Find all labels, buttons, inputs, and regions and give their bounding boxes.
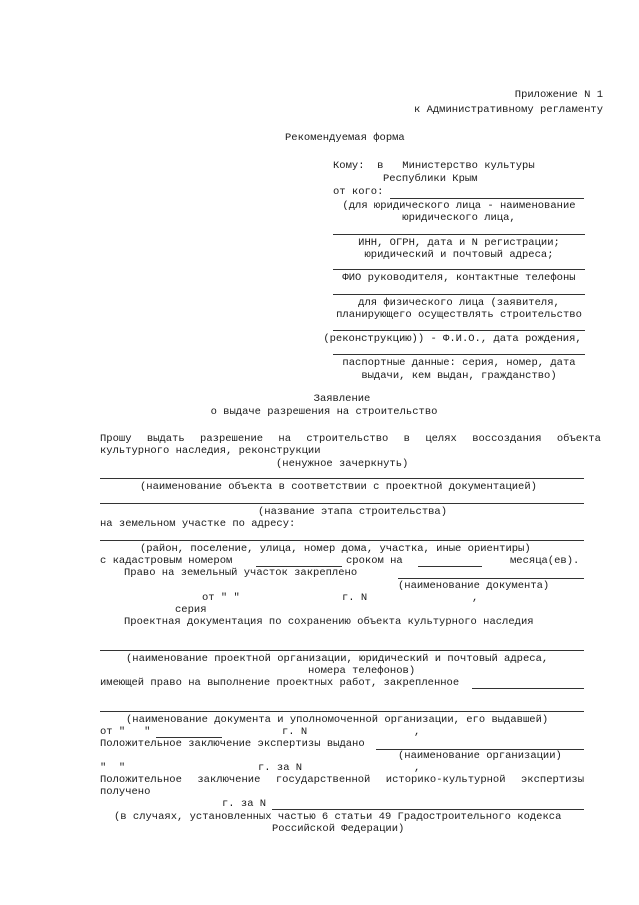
director-hint: ФИО руководителя, контактные телефоны [342, 272, 576, 284]
individual-hint-1: для физического лица (заявителя, [358, 297, 560, 309]
passport-field-line[interactable] [333, 354, 585, 355]
land-doc-date: от " " [202, 592, 240, 604]
address-hint: (район, поселение, улица, номер дома, участка, иные ориентиры) [140, 543, 531, 555]
from-label: от кого: [333, 186, 384, 198]
legal-entity-field-line[interactable] [333, 234, 585, 235]
request-line-2: культурного наследия, реконструкции [100, 445, 321, 457]
document-subtitle: о выдаче разрешения на строительство [210, 406, 438, 418]
project-doc-label: Проектная документация по сохранению объекта культурного наследия [124, 616, 534, 628]
strike-hint: (ненужное зачеркнуть) [276, 458, 409, 470]
expertise-number-label: г. за N [258, 762, 303, 774]
request-line-1: Прошу выдать разрешение на строительство в целях воссоздания объекта [100, 433, 601, 445]
project-org-hint-1: (наименование проектной организации, юридический и почтовый адреса, [126, 653, 549, 665]
from-field-line[interactable] [390, 198, 584, 199]
inn-hint-2: юридический и почтовый адреса; [364, 249, 554, 261]
document-title: Заявление [313, 393, 371, 405]
org-name-hint: (наименование организации) [398, 750, 562, 762]
cases-hint-2: Российской Федерации) [272, 823, 405, 835]
expertise-label: Положительное заключение экспертизы выдано [100, 738, 365, 750]
term-field-line[interactable] [418, 566, 482, 567]
project-org-hint-2: номера телефонов) [308, 665, 416, 677]
passport-hint-1: паспортные данные: серия, номер, дата [342, 357, 576, 369]
license-label: имеющей право на выполнение проектных работ, закрепленное [100, 677, 460, 689]
director-field-line[interactable] [333, 294, 585, 295]
doc-name-hint: (наименование документа) [398, 580, 550, 592]
license-doc-hint: (наименование документа и уполномоченной организации, его выдавшей) [126, 714, 549, 726]
inn-field-line[interactable] [333, 269, 585, 270]
license-field-line[interactable] [472, 688, 584, 689]
expertise-comma: , [414, 762, 421, 774]
land-right-label: Право на земельный участок закреплено [124, 567, 358, 579]
individual-hint-2: планирующего осуществлять строительство [336, 309, 582, 321]
license-date: от " " [100, 726, 151, 738]
to-line-2: Республики Крым [383, 173, 478, 185]
license-comma: , [414, 726, 421, 738]
land-plot-label: на земельном участке по адресу: [100, 518, 296, 530]
legal-entity-hint-2: юридического лица, [402, 212, 516, 224]
expertise-date: " " [100, 762, 126, 774]
land-doc-number-label: г. N [342, 592, 368, 604]
series-label: серия [175, 604, 207, 616]
passport-hint-2: выдачи, кем выдан, гражданство) [361, 370, 557, 382]
stage-hint: (название этапа строительства) [258, 506, 448, 518]
project-org-line[interactable] [100, 650, 584, 651]
historic-expertise-line-2: получено [100, 786, 151, 798]
months-label: месяца(ев). [510, 555, 580, 567]
stage-line[interactable] [100, 503, 584, 504]
individual-hint-3: (реконструкцию)) - Ф.И.О., дата рождения, [323, 333, 582, 345]
cases-hint-1: (в случаях, установленных частью 6 статьи 49 Градостроительного кодекса [114, 811, 562, 823]
cadastral-label: с кадастровым номером [100, 555, 233, 567]
form-type-label: Рекомендуемая форма [285, 132, 405, 144]
address-line[interactable] [100, 540, 584, 541]
object-name-line[interactable] [100, 478, 584, 479]
individual-field-line[interactable] [333, 330, 585, 331]
historic-number-line[interactable] [272, 809, 584, 810]
object-name-hint: (наименование объекта в соответствии с проектной документацией) [140, 481, 537, 493]
inn-hint-1: ИНН, ОГРН, дата и N регистрации; [358, 237, 560, 249]
license-doc-line[interactable] [100, 711, 584, 712]
appendix-number: Приложение N 1 [514, 89, 603, 101]
historic-number-label: г. за N [222, 798, 267, 810]
license-number-label: г. N [282, 726, 308, 738]
land-doc-comma: , [472, 592, 479, 604]
legal-entity-hint-1: (для юридического лица - наименование [342, 200, 576, 212]
regulation-reference: к Административному регламенту [413, 104, 603, 116]
term-label: сроком на [346, 555, 403, 567]
to-line-1: Кому: в Министерство культуры [333, 160, 535, 172]
land-right-field-line[interactable] [398, 578, 584, 579]
historic-expertise-line-1: Положительное заключение государственной историко-культурной экспертизы [100, 774, 584, 786]
